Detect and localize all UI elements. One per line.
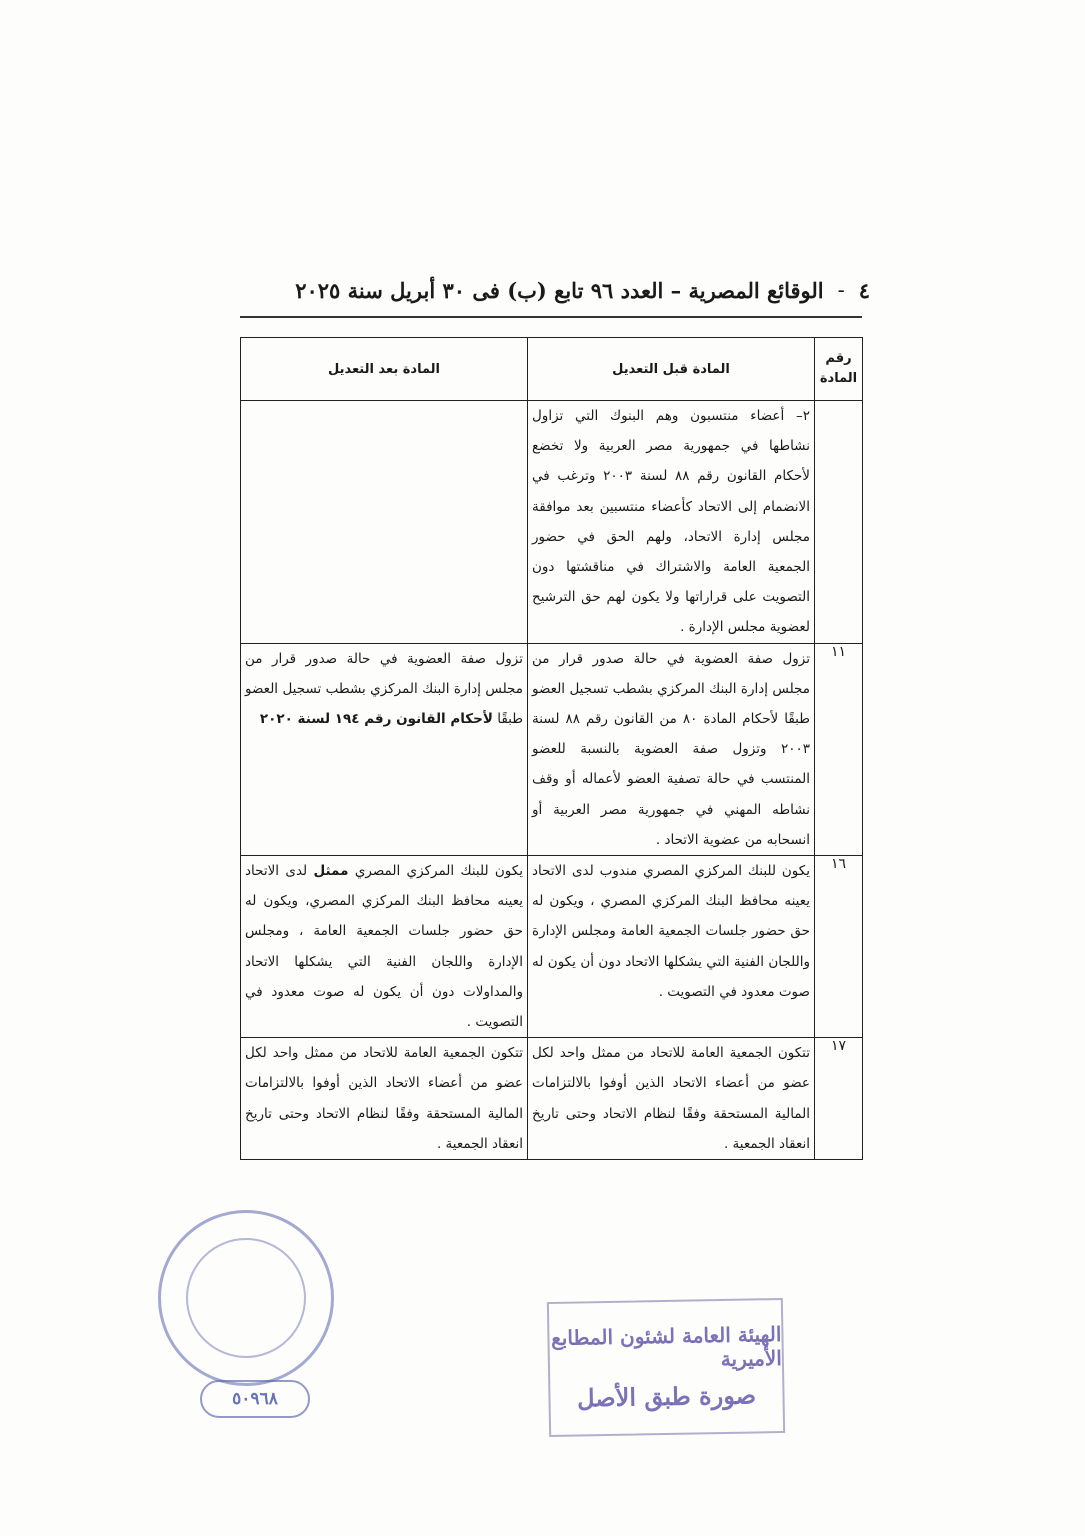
article-text-after [241, 643, 528, 855]
article-text-before: تتكون الجمعية العامة للاتحاد من ممثل واحد لكل عضو من أعضاء الاتحاد الذين أوفوا بالالتزامات المالية المستحقة وفقًا لنظام الاتحاد وحتى تاريخ انعقاد الجمعية . [528, 1038, 815, 1160]
header-before-amendment: المادة قبل التعديل [528, 338, 815, 401]
header-article-number: رقم المادة [815, 338, 863, 401]
text-segment: تزول صفة العضوية في حالة صدور قرار من مجلس إدارة البنك المركزي بشطب تسجيل العضو طبقًا [245, 650, 523, 728]
table-row [241, 643, 863, 855]
eagle-emblem-icon [186, 1238, 306, 1358]
official-seal-stamp [158, 1210, 334, 1386]
article-number [815, 401, 863, 644]
bold-text-segment: لأحكام القانون رقم ١٩٤ لسنة ٢٠٢٠ [259, 711, 493, 728]
table-row [241, 1038, 863, 1160]
certified-copy-stamp-authority: الهيئة العامة لشئون المطابع الأميرية [550, 1321, 783, 1372]
article-text-after [241, 401, 528, 644]
article-text-before: تزول صفة العضوية في حالة صدور قرار من مجلس إدارة البنك المركزي بشطب تسجيل العضو طبقًا لأحكام المادة ٨٠ من القانون رقم ٨٨ لسنة ٢٠٠٣ وتزول صفة العضوية بالنسبة للعضو المنتسب في حالة تصفية العضو لأعماله أو وقف نشاطه المهني في جمهورية مصر العربية أو انسحابه من عضوية الاتحاد . [528, 643, 815, 855]
header-separator: - [837, 278, 845, 302]
article-number: ١٦ [815, 856, 863, 1038]
text-segment: يكون للبنك المركزي المصري [348, 863, 523, 880]
table-row [241, 856, 863, 1038]
article-number: ١٧ [815, 1038, 863, 1160]
header-after-amendment: المادة بعد التعديل [241, 338, 528, 401]
gazette-title: الوقائع المصرية – العدد ٩٦ تابع (ب) فى ٣٠ أبريل سنة ٢٠٢٥ [295, 277, 824, 303]
page-number: ٤ [858, 277, 870, 303]
article-text-before: ٢– أعضاء منتسبون وهم البنوك التي تزاول نشاطها في جمهورية مصر العربية ولا تخضع لأحكام القانون رقم ٨٨ لسنة ٢٠٠٣ وترغب في الانضمام إلى الاتحاد كأعضاء منتسبين بعد موافقة مجلس إدارة الاتحاد، ولهم الحق في حضور الجمعية العامة والاشتراك في مناقشتها دون التصويت على قراراتها ولا يكون لهم حق الترشيح لعضوية مجلس الإدارة . [528, 401, 815, 644]
header-rule [240, 316, 862, 318]
article-text-after [241, 1038, 528, 1160]
text-segment: لدى الاتحاد يعينه محافظ البنك المركزي المصري، ويكون له حق حضور جلسات الجمعية العامة ، ومجلس الإدارة واللجان الفنية التي يشكلها الاتحاد والمداولات دون أن يكون له صوت معدود في التصويت . [245, 863, 523, 1031]
bold-text-segment: ممثل [313, 863, 349, 880]
article-number: ١١ [815, 643, 863, 855]
certified-copy-stamp [547, 1298, 785, 1437]
amendments-table [240, 337, 863, 1160]
text-segment: تتكون الجمعية العامة للاتحاد من ممثل واحد لكل عضو من أعضاء الاتحاد الذين أوفوا بالالتزامات المالية المستحقة وفقًا لنظام الاتحاد وحتى تاريخ انعقاد الجمعية . [245, 1045, 523, 1152]
certified-copy-stamp-text: صورة طبق الأصل [576, 1380, 757, 1413]
serial-number-stamp: ٥٠٩٦٨ [200, 1380, 310, 1418]
table-row [241, 401, 863, 644]
page-header [290, 272, 870, 308]
article-text-before: يكون للبنك المركزي المصري مندوب لدى الاتحاد يعينه محافظ البنك المركزي المصري ، ويكون له حق حضور جلسات الجمعية العامة ومجلس الإدارة واللجان الفنية التي يشكلها الاتحاد دون أن يكون له صوت معدود في التصويت . [528, 856, 815, 1038]
article-text-after [241, 856, 528, 1038]
table-header-row [241, 338, 863, 401]
